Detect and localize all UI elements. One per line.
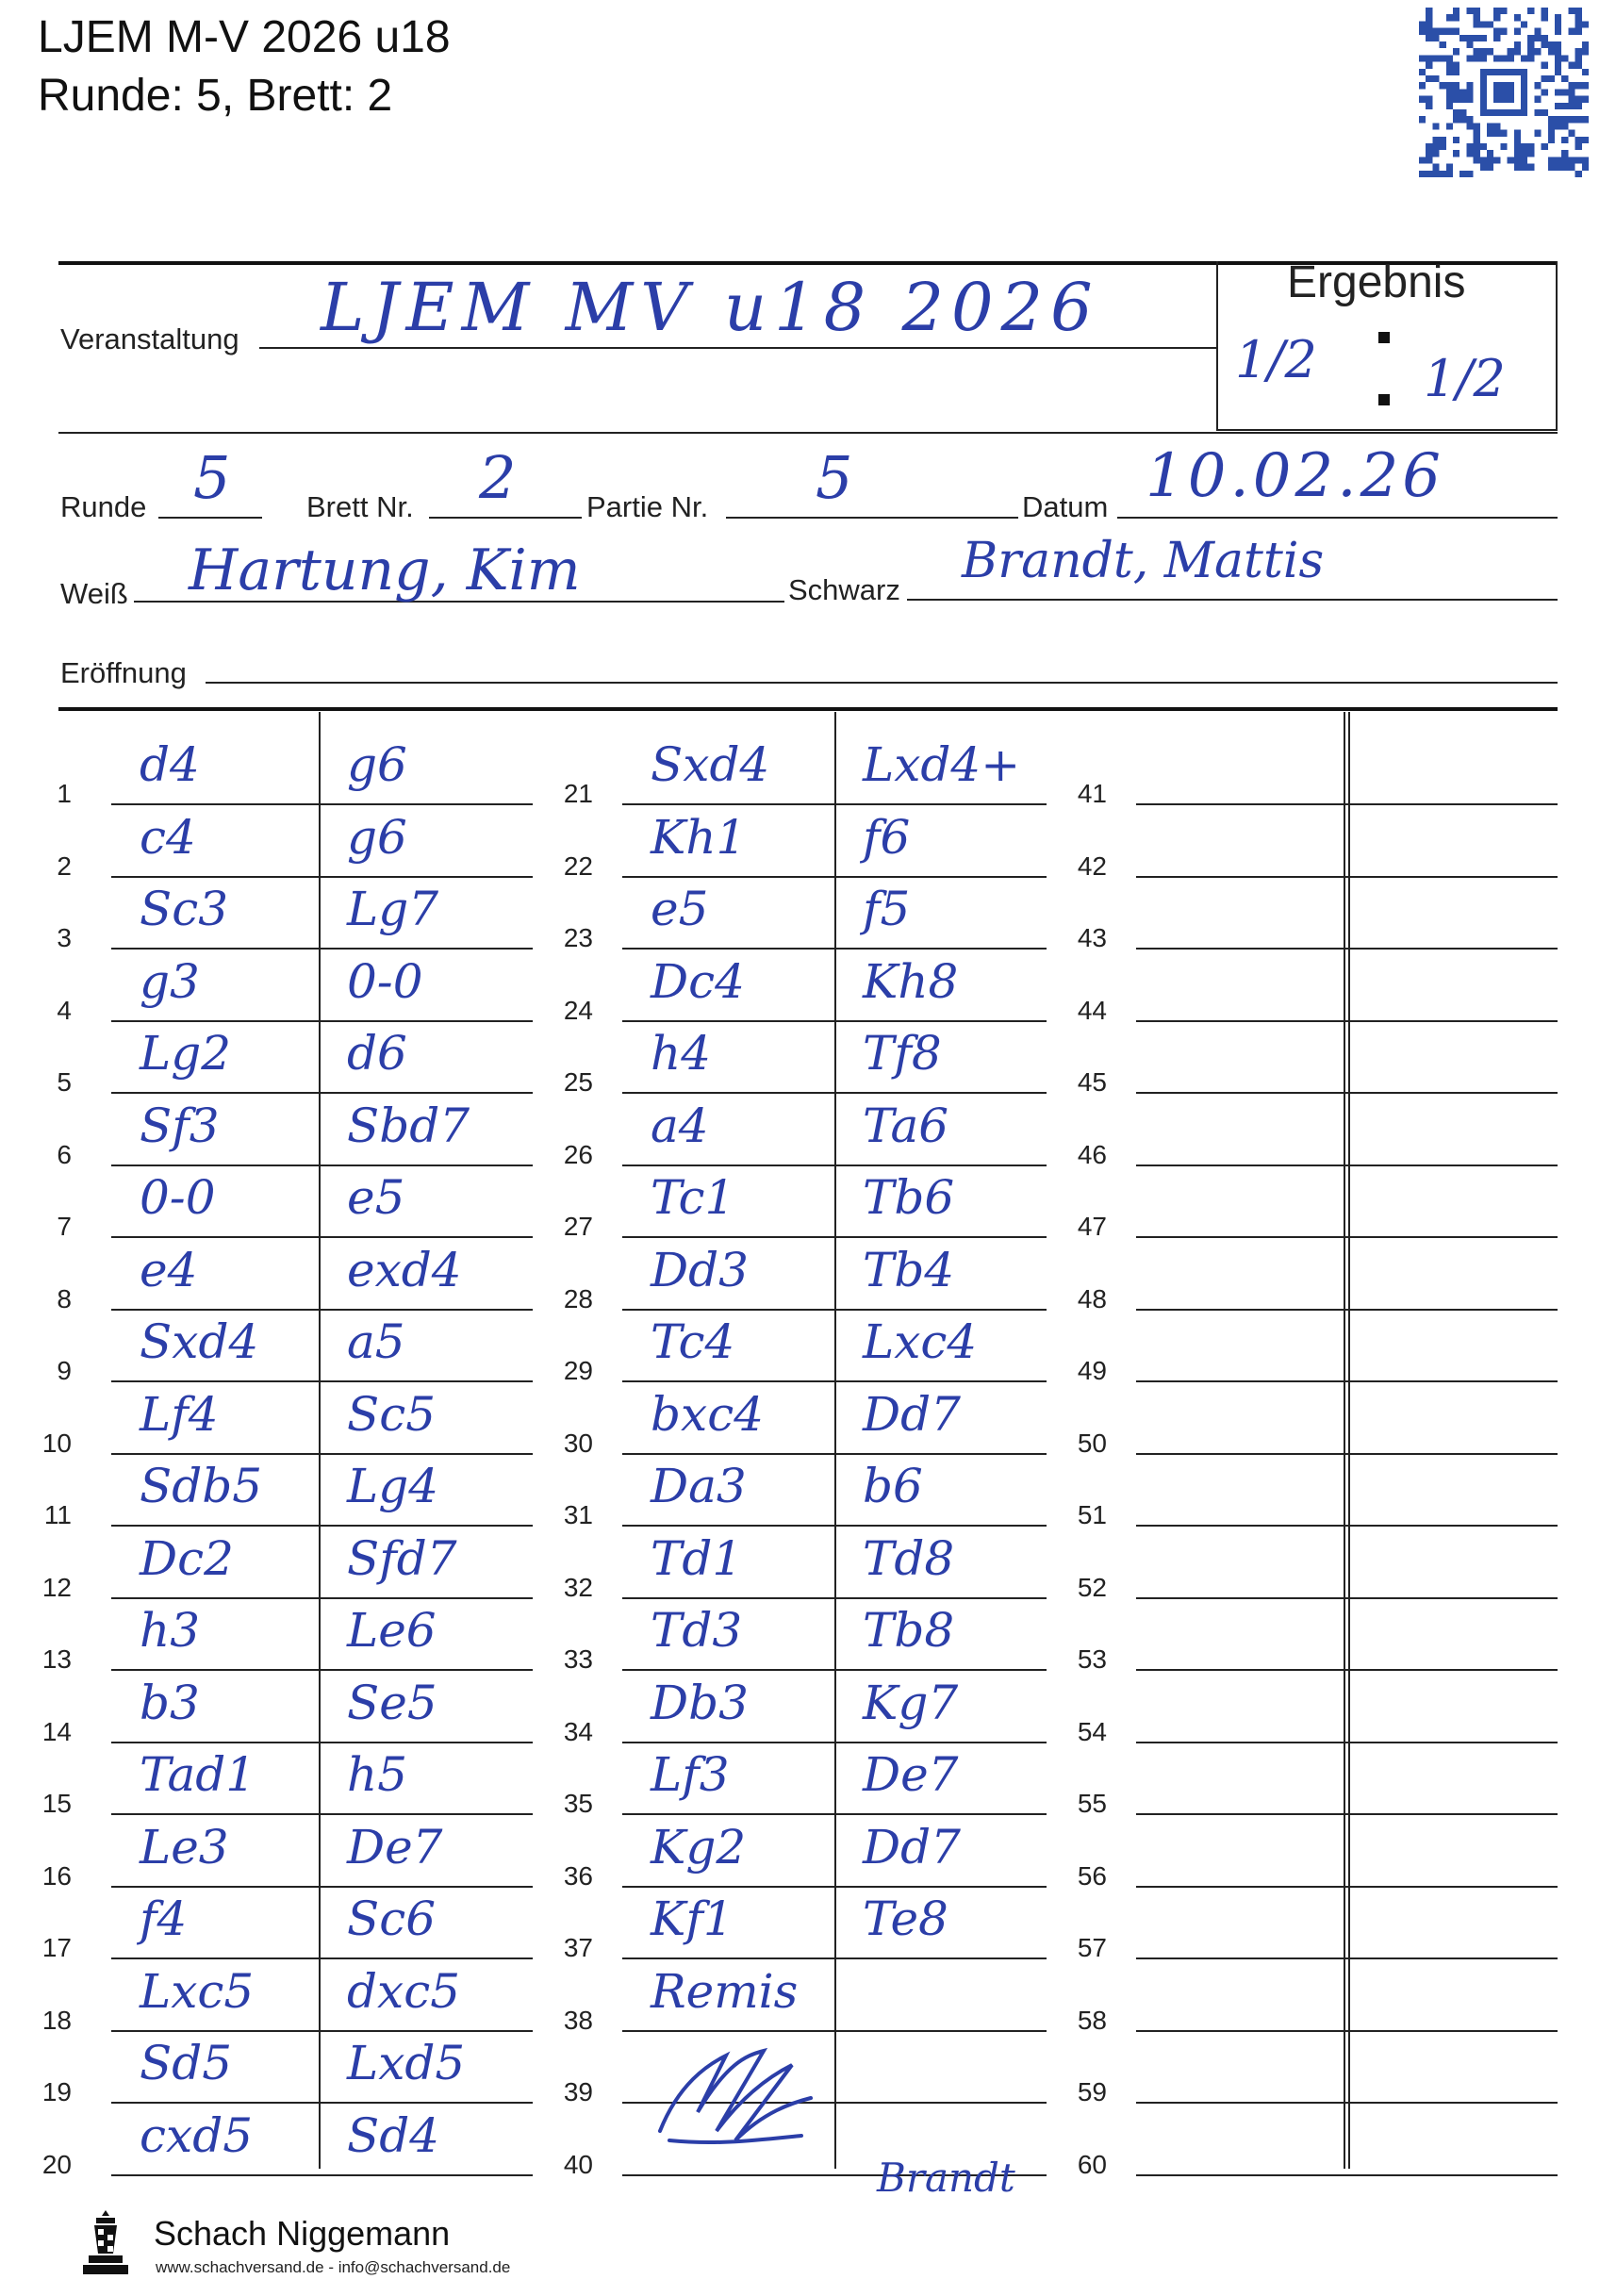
white-move: e5	[651, 882, 709, 936]
brett-label: Brett Nr.	[306, 490, 414, 523]
move-number: 9	[57, 1356, 72, 1385]
move-number: 45	[1077, 1067, 1107, 1097]
ergebnis-black-value: 1/2	[1424, 349, 1506, 408]
move-number: 3	[57, 923, 72, 952]
black-move: f6	[863, 809, 911, 865]
move-number: 55	[1077, 1789, 1107, 1818]
move-number: 34	[563, 1716, 593, 1746]
black-move: Lxc4	[863, 1314, 978, 1369]
white-move: Td1	[651, 1530, 743, 1586]
move-number: 30	[563, 1428, 593, 1458]
black-move: Td8	[863, 1530, 955, 1586]
signature-scribble-icon	[641, 2027, 830, 2159]
black-move: h5	[347, 1747, 408, 1802]
white-move: a4	[651, 1098, 709, 1153]
move-number: 18	[41, 2005, 72, 2035]
black-move: g6	[347, 737, 407, 792]
move-number: 21	[563, 779, 593, 808]
white-move: Lf3	[651, 1747, 730, 1802]
black-move: Tf8	[863, 1026, 942, 1081]
black-move: Tb6	[863, 1170, 955, 1225]
schwarz-label: Schwarz	[788, 573, 900, 606]
white-move: Tc4	[651, 1314, 735, 1369]
move-number: 39	[563, 2077, 593, 2106]
black-move: Lxd5	[347, 2036, 466, 2090]
white-move: Remis	[651, 1963, 799, 2019]
white-move: Td3	[651, 1603, 743, 1658]
white-move: Kh1	[651, 809, 747, 865]
black-move: Kg7	[863, 1675, 959, 1730]
black-move: a5	[347, 1314, 405, 1369]
datum-value: 10.02.26	[1146, 441, 1444, 511]
black-move: Sc6	[347, 1891, 437, 1946]
move-number: 26	[563, 1139, 593, 1169]
move-number: 13	[41, 1644, 72, 1674]
black-move: Dd7	[863, 1819, 961, 1875]
white-move: 0-0	[140, 1170, 216, 1225]
black-move: Te8	[863, 1891, 948, 1946]
chess-logo-icon	[68, 2205, 143, 2280]
move-number: 33	[563, 1644, 593, 1674]
footer-brand: Schach Niggemann	[154, 2214, 451, 2253]
weiss-label: Weiß	[60, 577, 128, 610]
move-number: 2	[57, 851, 72, 881]
white-move: cxd5	[140, 2107, 254, 2163]
white-move: c4	[140, 809, 196, 865]
move-number: 22	[563, 851, 593, 881]
white-move: Da3	[651, 1459, 747, 1513]
move-number: 14	[41, 1716, 72, 1746]
white-move: Sdb5	[140, 1459, 263, 1513]
move-number: 15	[41, 1789, 72, 1818]
qr-code-icon	[1419, 8, 1589, 177]
move-number: 52	[1077, 1572, 1107, 1602]
black-move: Se5	[347, 1675, 437, 1730]
white-move: Tc1	[651, 1170, 735, 1225]
move-number: 37	[563, 1933, 593, 1962]
black-move: Lg4	[347, 1459, 439, 1513]
move-number: 10	[41, 1428, 72, 1458]
move-number: 41	[1077, 779, 1107, 808]
white-move: b3	[140, 1675, 200, 1730]
white-move: Lg2	[140, 1026, 232, 1081]
white-move: e4	[140, 1242, 198, 1297]
move-number: 4	[57, 995, 72, 1025]
move-number: 27	[563, 1212, 593, 1241]
move-number: 59	[1077, 2077, 1107, 2106]
black-move: Sd4	[347, 2107, 440, 2163]
move-number: 1	[57, 779, 72, 808]
move-number: 12	[41, 1572, 72, 1602]
black-move: Lxd4+	[863, 737, 1021, 792]
black-move: Lg7	[347, 882, 439, 936]
move-number: 25	[563, 1067, 593, 1097]
black-move: Sfd7	[347, 1530, 457, 1586]
white-move: f4	[140, 1891, 188, 1946]
black-move: De7	[347, 1819, 443, 1875]
move-number: 38	[563, 2005, 593, 2035]
black-move: Sbd7	[347, 1098, 470, 1153]
datum-label: Datum	[1022, 490, 1109, 523]
veranstaltung-label: Veranstaltung	[60, 322, 239, 355]
white-move: Dd3	[651, 1242, 749, 1297]
black-move: De7	[863, 1747, 959, 1802]
move-number: 17	[41, 1933, 72, 1962]
black-move: Tb4	[863, 1242, 955, 1297]
move-number: 48	[1077, 1283, 1107, 1313]
white-move: h3	[140, 1603, 201, 1658]
white-move: Sd5	[140, 2036, 233, 2090]
black-move: Dd7	[863, 1386, 961, 1442]
white-move: bxc4	[651, 1386, 765, 1442]
black-move: g6	[347, 809, 407, 865]
move-number: 7	[57, 1212, 72, 1241]
move-number: 35	[563, 1789, 593, 1818]
move-number: 20	[41, 2149, 72, 2179]
move-number: 8	[57, 1283, 72, 1313]
move-number: 43	[1077, 923, 1107, 952]
move-number: 42	[1077, 851, 1107, 881]
move-number: 29	[563, 1356, 593, 1385]
move-number: 46	[1077, 1139, 1107, 1169]
footer-contact: www.schachversand.de - info@schachversand.de	[156, 2258, 511, 2276]
weiss-value: Hartung, Kim	[189, 537, 581, 603]
white-move: Dc2	[140, 1530, 234, 1586]
move-number: 23	[563, 923, 593, 952]
move-number: 40	[563, 2149, 593, 2179]
black-move: 0-0	[347, 953, 423, 1009]
white-move: Sf3	[140, 1098, 220, 1153]
black-move: exd4	[347, 1242, 462, 1297]
ergebnis-label: Ergebnis	[1287, 257, 1466, 307]
move-number: 11	[43, 1500, 72, 1529]
move-number: 28	[563, 1283, 593, 1313]
black-move: Ta6	[863, 1098, 949, 1153]
black-move: Le6	[347, 1603, 437, 1658]
black-move: Kh8	[863, 953, 959, 1009]
white-move: Sc3	[140, 882, 229, 936]
black-move: Sc5	[347, 1386, 437, 1442]
black-move: f5	[863, 882, 911, 936]
black-move: dxc5	[347, 1963, 461, 2019]
black-move: Tb8	[863, 1603, 955, 1658]
move-number: 36	[563, 1860, 593, 1891]
white-move: Sxd4	[651, 737, 770, 792]
move-number: 16	[41, 1860, 72, 1891]
move-number: 54	[1077, 1716, 1107, 1746]
move-number: 58	[1077, 2005, 1107, 2035]
partie-label: Partie Nr.	[586, 490, 709, 523]
move-number: 6	[57, 1139, 72, 1169]
move-number: 57	[1077, 1933, 1107, 1962]
veranstaltung-value: LJEM MV u18 2026	[321, 269, 1100, 346]
move-number: 51	[1077, 1500, 1107, 1529]
black-move: e5	[347, 1170, 405, 1225]
brett-value: 2	[479, 443, 517, 512]
black-move: b6	[863, 1459, 923, 1513]
white-move: d4	[140, 737, 200, 792]
white-move: Tad1	[140, 1747, 256, 1802]
move-number: 60	[1077, 2149, 1107, 2179]
schwarz-value: Brandt, Mattis	[962, 533, 1325, 589]
move-number: 32	[563, 1572, 593, 1602]
move-number: 44	[1077, 995, 1107, 1025]
move-number: 53	[1077, 1644, 1107, 1674]
move-number: 49	[1077, 1356, 1107, 1385]
page-title: LJEM M-V 2026 u18	[38, 12, 451, 62]
white-move: Le3	[140, 1819, 229, 1875]
partie-value: 5	[816, 443, 853, 512]
page-subtitle: Runde: 5, Brett: 2	[38, 71, 393, 121]
eroeffnung-label: Eröffnung	[60, 656, 187, 689]
move-number: 47	[1077, 1212, 1107, 1241]
white-move: Kf1	[651, 1891, 734, 1946]
move-number: 31	[563, 1500, 593, 1529]
runde-label: Runde	[60, 490, 147, 523]
white-move: Kg2	[651, 1819, 747, 1875]
white-move: h4	[651, 1026, 712, 1081]
move-number: 56	[1077, 1860, 1107, 1891]
black-move: d6	[347, 1026, 407, 1081]
ergebnis-white-value: 1/2	[1235, 330, 1317, 389]
move-number: 50	[1077, 1428, 1107, 1458]
signature-black: Brandt	[877, 2155, 1015, 2201]
white-move: Lxc5	[140, 1963, 255, 2019]
move-number: 24	[563, 995, 593, 1025]
white-move: Lf4	[140, 1386, 219, 1442]
move-number: 5	[57, 1067, 72, 1097]
white-move: Dc4	[651, 953, 745, 1009]
move-number: 19	[41, 2077, 72, 2106]
white-move: Sxd4	[140, 1314, 259, 1369]
white-move: Db3	[651, 1675, 749, 1730]
white-move: g3	[140, 953, 200, 1009]
runde-value: 5	[193, 443, 231, 512]
